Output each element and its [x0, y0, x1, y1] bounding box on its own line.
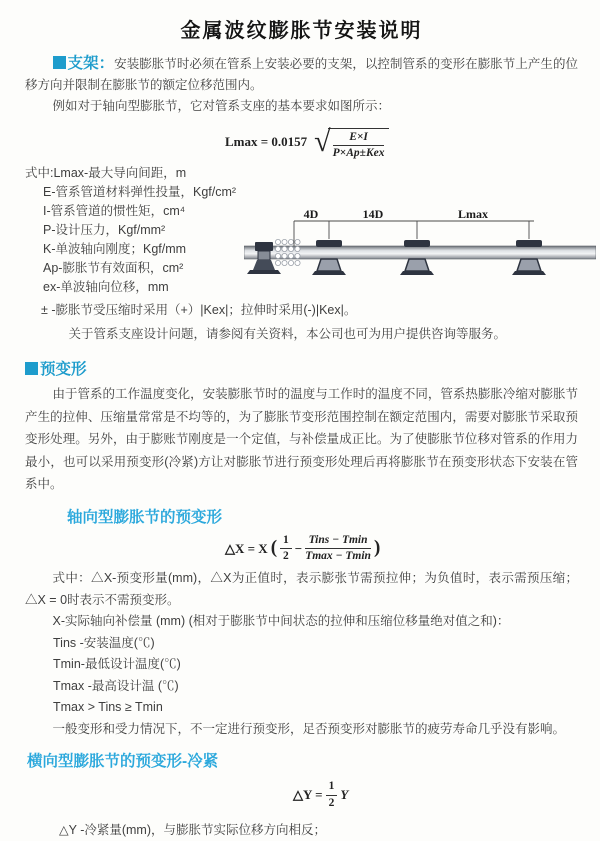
- predeform-paragraph: 由于管系的工作温度变化，安装膨胀节时的温度与工作时的温度不同，管系热膨胀冷缩对膨胀节产生的拉伸、压缩量常常是不均等的，为了膨胀节变形范围控制在额定范围内，需要对膨胀节采取预变形处理。另外，由于膨账节刚度是一个定值，与补偿量成正比。为了使膨胀节位移对管系的作用力最小，也可以采用预变形(冷紧)方让对膨胀节进行预变形处理后再将膨胀节在预变形状态下安装在管系中。: [25, 387, 578, 492]
- open-paren: (: [270, 536, 278, 558]
- definition-line: Ap-膨胀节有效面积，cm²: [43, 261, 184, 276]
- axial-formula-pre: △X = X: [225, 540, 268, 556]
- lateral-half-numerator: 1: [326, 780, 338, 795]
- axial-note-line: 一般变形和受力情况下，不一定进行预变形，足否预变形对膨胀节的疲劳寿命几乎没有影响。: [52, 721, 566, 736]
- symbol-definitions-list: [25, 164, 277, 297]
- predeform-heading-text: 预变形: [40, 361, 87, 379]
- lateral-formula-pre: △Y =: [293, 787, 323, 803]
- lmax-formula: [225, 124, 578, 160]
- axial-explain-paragraph: 式中：△X-预变形量(mm)，△X为正值时，表示膨张节需预拉伸；为负值时，表示需预压缩；△X = 0时表示不需预变形。: [25, 571, 578, 607]
- minus-sign: −: [294, 540, 303, 556]
- temperature-numerator: Tins − Tmin: [305, 534, 371, 549]
- axial-subheading: 轴向型膨胀节的预变形: [67, 508, 223, 526]
- lateral-half-fraction: [326, 780, 338, 809]
- definition-line: 式中:Lmax-最大导向间距，m: [25, 166, 187, 181]
- definition-line: K-单波轴向刚度；Kgf/mm: [43, 242, 187, 257]
- definition-line: P-设计压力，Kgf/mm²: [43, 223, 166, 238]
- definition-line: I-管系管道的惯性矩，cm⁴: [43, 204, 186, 219]
- definition-line: E-管系管道材料弹性投量，Kgf/cm²: [43, 185, 237, 200]
- blue-square-icon: [53, 56, 66, 69]
- temp-definition-line: Tmin-最低设计温度(℃): [53, 657, 181, 672]
- radical-body: [328, 128, 390, 160]
- lmax-formula-lhs: Lmax = 0.0157: [225, 134, 308, 150]
- temp-definition-line: Tmax -最高设计温 (℃): [53, 678, 179, 693]
- dimension-labels: [304, 208, 488, 221]
- temp-inequality-line: Tmax > Tins ≥ Tmin: [53, 700, 163, 715]
- lateral-formula-variable: Y: [340, 787, 349, 803]
- lmax-fraction-denominator: P×Ap±Kex: [332, 147, 385, 160]
- radical-expression: [314, 124, 389, 160]
- axial-formula: [225, 534, 578, 563]
- page-title: 金属波纹膨胀节安装说明: [180, 20, 423, 42]
- plus-minus-note: ± -膨胀节受压缩时采用（+）|Kex|；拉伸时采用(-)|Kex|。: [41, 303, 357, 318]
- dimension-label-lmax: Lmax: [458, 208, 488, 221]
- axial-x-definition: X-实际轴向补偿量 (mm) (相对于膨胀节中间状态的拉伸和压缩位移量绝对值之和)：: [52, 614, 510, 629]
- bracket-intro-paragraph: [25, 53, 578, 96]
- temperature-fraction: [305, 534, 371, 563]
- bracket-intro-text: 安装膨胀节时必须在管系上安装必要的支架，以控制管系的变形在膨胀节上产生的位移方向并限制在膨胀节的额定位移范围内。: [25, 57, 578, 92]
- temp-definition-line: Tins -安装温度(℃): [53, 635, 155, 650]
- lateral-half-denominator: 2: [328, 796, 335, 809]
- half-denominator: 2: [283, 550, 289, 563]
- bracket-section-label-text: 支架：: [67, 55, 115, 72]
- predeform-section-heading: [25, 357, 578, 379]
- blue-square-icon: [25, 362, 38, 375]
- lmax-fraction-numerator: E×I: [333, 131, 385, 146]
- radical-sign-icon: √: [314, 125, 331, 158]
- lmax-fraction: [333, 131, 385, 160]
- temperature-denominator: Tmax − Tmin: [305, 550, 371, 563]
- bracket-example-line: 例如对于轴向型膨胀节，它对管系支座的基本要求如图所示：: [52, 99, 391, 113]
- pipe-support-diagram: [244, 208, 596, 300]
- document-page: [0, 14, 600, 841]
- lateral-formula: [293, 780, 578, 809]
- lateral-y-definition: △Y -冷紧量(mm)，与膨胀节实际位移方向相反；: [59, 822, 327, 837]
- bracket-section-label: [53, 55, 115, 72]
- half-fraction: [280, 534, 292, 563]
- close-paren: ): [373, 536, 381, 558]
- half-numerator: 1: [280, 534, 292, 549]
- service-note: 关于管系支座设计问题，请参阅有关资料，本公司也可为用户提供咨询等服务。: [68, 327, 507, 342]
- dimension-label-14d: 14D: [362, 208, 384, 221]
- definition-line: ex-单波轴向位移，mm: [43, 280, 169, 295]
- dimension-label-4d: 4D: [303, 208, 319, 221]
- lateral-subheading: 横向型膨胀节的预变形-冷紧: [27, 753, 219, 771]
